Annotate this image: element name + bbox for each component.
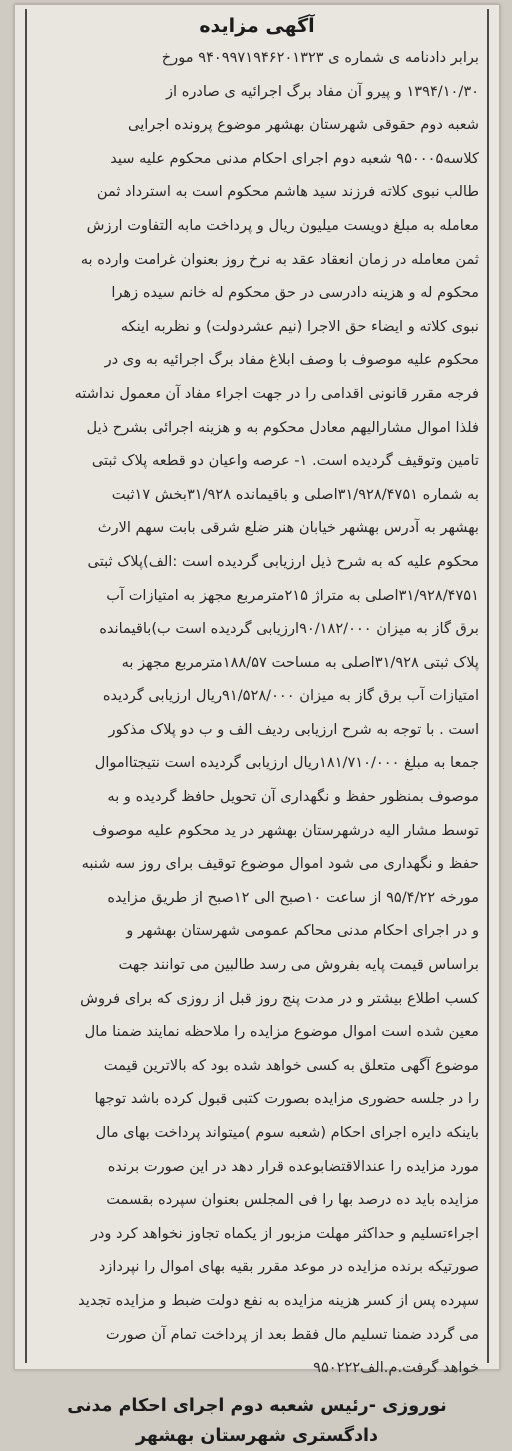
notice-line: فرجه مقرر قانونی اقدامی را در جهت اجراء مفاد آن معمول نداشته	[74, 384, 479, 402]
notice-line: سپرده پس از کسر هزینه مزایده به نفع دولت ضبط و مزایده تجدید	[78, 1291, 479, 1309]
notice-line: کلاسه۹۵۰۰۰۵ شعبه دوم اجرای احکام مدنی محکوم علیه سید	[110, 149, 479, 167]
notice-line: معین شده است اموال موضوع مزایده را ملاحظه نمایند ضمنا مال	[84, 1023, 479, 1041]
notice-line: موضوع آگهی متعلق به کسی خواهد شده بود که بالاترین قیمت	[103, 1056, 479, 1074]
notice-line: می گردد ضمنا تسلیم مال فقط بعد از پرداخت تمام آن صورت	[105, 1325, 479, 1343]
signature-line-1: نوروزی -رئیس شعبه دوم اجرای احکام مدنی	[67, 1395, 447, 1416]
notice-line: طالب نبوی کلاته فرزند سید هاشم محکوم است به استرداد ثمن	[96, 183, 479, 201]
notice-line: حفظ و نگهداری می شود اموال موضوع توقیف برای روز سه شنبه	[81, 855, 479, 873]
notice-line: امتیازات آب برق گاز به میزان ۹۱/۵۲۸/۰۰۰ریال ارزیابی گردیده	[102, 687, 479, 705]
notice-line: محکوم علیه موصوف با وصف ابلاغ مفاد برگ اجرائیه به وی در	[104, 351, 479, 369]
notice-line: پلاک ثبتی ۳۱/۹۲۸اصلی به مساحت ۱۸۸/۵۷مترمربع مجهز به	[121, 653, 479, 671]
notice-line: صورتیکه برنده مزایده در موعد مقرر بقیه بهای اموال را نپردازد	[98, 1258, 479, 1276]
notice-line: مورد مزایده را عندالاقتضابوعده قرار دهد در این صورت برنده	[107, 1157, 479, 1175]
newspaper-clipping	[14, 4, 500, 1446]
notice-title: آگهی مزایده	[199, 15, 315, 37]
notice-line: برق گاز به میزان ۹۰/۱۸۲/۰۰۰ارزیابی گردیده است ب)باقیمانده	[99, 620, 479, 638]
notice-line: مزایده باید ده درصد بها را فی المجلس بعنوان سپرده بقسمت	[106, 1191, 479, 1209]
notice-line: جمعا به مبلغ ۱۸۱/۷۱۰/۰۰۰ریال ارزیابی گردیده است نتیجتااموال	[94, 754, 479, 772]
notice-line: موصوف بمنظور حفظ و نگهداری آن تحویل حافظ گردیده و به	[107, 788, 479, 806]
notice-line: بهشهر به آدرس بهشهر خیابان هنر ضلع شرقی بابت سهم الارث	[97, 519, 479, 537]
notice-line: ۳۱/۹۲۸/۴۷۵۱اصلی به متراژ ۲۱۵مترمربع مجهز به امتیازات آب	[106, 586, 479, 604]
notice-line: اجراءتسلیم و حداکثر مهلت مزبور از یکماه تجاوز نخواهد کرد ودر	[90, 1224, 479, 1242]
notice-body	[27, 41, 487, 1385]
notice-line: خواهد گرفت.م.الف۹۵۰۲۲۲	[313, 1359, 479, 1377]
notice-line: معامله به مبلغ دویست میلیون ریال و پرداخت مابه التفاوت ارزش	[86, 216, 479, 234]
notice-line: توسط مشار الیه درشهرستان بهشهر در ید محکوم علیه موصوف	[92, 821, 479, 839]
notice-line: تامین وتوقیف گردیده است. ۱- عرصه واعیان دو قطعه پلاک ثبتی	[91, 452, 479, 470]
notice-line: محکوم له و هزینه دادرسی در حق محکوم له خانم سیده زهرا	[111, 284, 479, 302]
notice-line: به شماره ۳۱/۹۲۸/۴۷۵۱اصلی و باقیمانده ۳۱/۹۲۸بخش ۱۷ثبت	[111, 485, 479, 503]
notice-line: را در جلسه حضوری مزایده بصورت کتبی قبول کرده باشد توجها	[94, 1090, 479, 1108]
signature-line-2: دادگستری شهرستان بهشهر	[135, 1425, 379, 1446]
notice-frame	[25, 9, 489, 1446]
notice-line: نبوی کلاته و ایضاء حق الاجرا (نیم عشردولت) و نظربه اینکه	[120, 317, 479, 335]
notice-line: ۱۳۹۴/۱۰/۳۰ و پیرو آن مفاد برگ اجرائیه ی صادره از	[165, 82, 479, 100]
notice-line: شعبه دوم حقوقی شهرستان بهشهر موضوع پرونده اجرایی	[128, 116, 479, 134]
notice-line: مورخه ۹۵/۴/۲۲ از ساعت ۱۰صبح الی ۱۲صبح از طریق مزایده	[107, 888, 479, 906]
notice-line: باینکه دایره اجرای احکام (شعبه سوم )میتواند پرداخت بهای مال	[95, 1124, 479, 1141]
notice-line: براساس قیمت پایه بفروش می رسد طالبین می توانند جهت	[118, 956, 479, 974]
notice-line: ثمن معامله در زمان انعقاد عقد به نرخ روز بعنوان غرامت وارده به	[80, 250, 479, 268]
notice-line: محکوم علیه که به شرح ذیل ارزیابی گردیده است :الف)پلاک ثبتی	[87, 552, 479, 570]
notice-line: فلذا اموال مشارالیهم معادل محکوم به و هزینه اجرائی بشرح ذیل	[86, 418, 479, 436]
notice-line: برابر دادنامه ی شماره ی ۹۴۰۹۹۷۱۹۴۶۲۰۱۳۲۳ مورخ	[161, 49, 479, 66]
notice-line: کسب اطلاع بیشتر و در مدت پنج روز قبل از روزی که برای فروش	[80, 989, 479, 1007]
notice-signature	[27, 1391, 487, 1451]
notice-line: و در اجرای احکام مدنی محاکم عمومی شهرستان بهشهر و	[126, 922, 479, 940]
notice-line: است . با توجه به شرح ارزیابی ردیف الف و ب دو پلاک مذکور	[108, 720, 479, 738]
